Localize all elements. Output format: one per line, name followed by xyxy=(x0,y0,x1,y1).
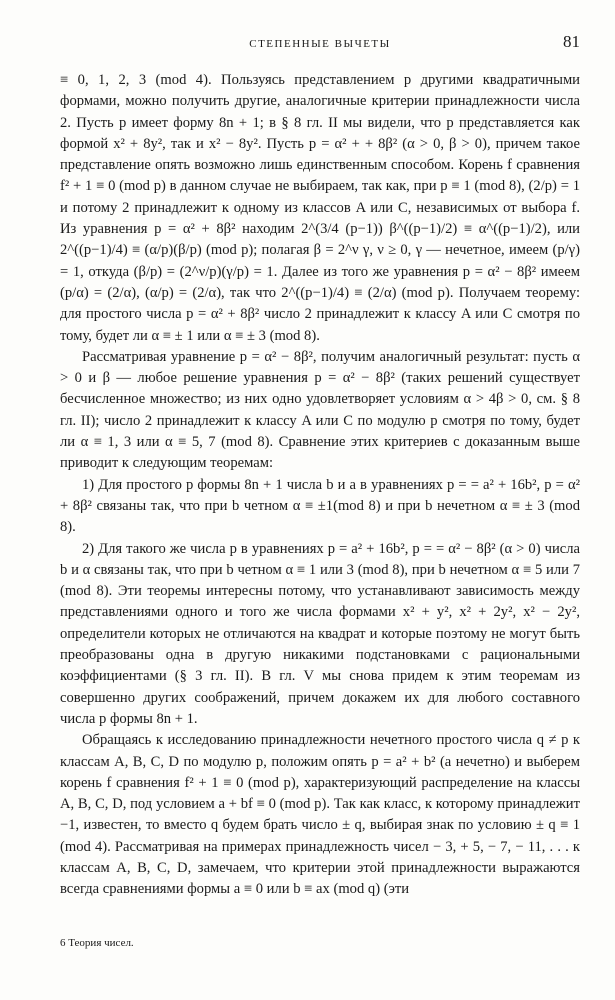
page-body xyxy=(60,70,580,901)
running-title: СТЕПЕННЫЕ ВЫЧЕТЫ xyxy=(249,38,391,50)
page-number: 81 xyxy=(563,32,580,51)
theorem-1: 1) Для простого p формы 8n + 1 числа b и a в уравнениях p = = a² + 16b², p = α² + 8β² связаны так, что при b четном α ≡ ±1(mod 8) и при b нечетном α ≡ ± 3 (mod 8). xyxy=(60,476,580,536)
paragraph: Обращаясь к исследованию принадлежности нечетного простого числа q ≠ p к классам A, B, C, D по модулю p, положим опять p = a² + b² (a нечетно) и выберем корень f сравнения f² + 1 ≡ 0 (mod p), характеризующий распределение на классы A, B, C, D, под условием a + bf ≡ 0 (mod p). Так как класс, к которому принадлежит −1, известен, то вместо q будем брать число ± q, выбирая знак по условию ± q ≡ 1 (mod 4). Рассматривая на примерах принадлежность чисел − 3, + 5, − 7, − 11, . . . к классам A, B, C, D, замечаем, что критерии этой принадлежности выражаются всегда сравнениями формы a ≡ 0 или b ≡ ax (mod q) (эти xyxy=(60,732,580,898)
theorem-2: 2) Для такого же числа p в уравнениях p = a² + 16b², p = = α² − 8β² (α > 0) числа b и α связаны так, что при b четном α ≡ 1 или 3 (mod 8), при b нечетном α ≡ 5 или 7 (mod 8). Эти теоремы интересны потому, что устанавливают зависимость между представлениями одного и того же числа формами x² + y², x² + 2y², x² − 2y², определители которых не отличаются на квадрат и которые поэтому не могут быть преобразованы одна в другую никакими подстановками с рациональными коэффициентами (§ 3 гл. II). В гл. V мы снова придем к этим теоремам из совершенно других соображений, причем докажем их для любого составного числа p формы 8n + 1. xyxy=(60,540,580,727)
page-header xyxy=(60,32,580,54)
paragraph: Рассматривая уравнение p = α² − 8β², получим аналогичный результат: пусть α > 0 и β — любое решение уравнения p = α² − 8β² (таких решений существует бесчисленное множество; из них одно удовлетворяет условиям α > 4β > 0, см. § 8 гл. II); число 2 принадлежит к классу A или C по модулю p смотря по тому, будет ли α ≡ 1, 3 или α ≡ 5, 7 (mod 8). Сравнение этих критериев с доказанным выше приводит к следующим теоремам: xyxy=(60,348,580,472)
footnote-signature: 6 Теория чисел. xyxy=(60,937,134,949)
paragraph: ≡ 0, 1, 2, 3 (mod 4). Пользуясь представлением p другими квадратичными формами, можно получить другие, аналогичные критерии принадлежности числа 2. Пусть p имеет форму 8n + 1; в § 8 гл. II мы видели, что p представляется как формой x² + 8y², так и x² − 8y². Пусть p = α² + + 8β² (α > 0, β > 0), причем такое представление опять возможно лишь единственным способом. Корень f сравнения f² + 1 ≡ 0 (mod p) в данном случае не выбираем, так как, при p ≡ 1 (mod 8), (2/p) = 1 и потому 2 принадлежит к одному из классов A или C, независимых от выбора f. Из уравнения p = α² + 8β² находим 2^(3/4 (p−1)) β^((p−1)/2) ≡ α^((p−1)/2), или 2^((p−1)/4) ≡ (α/p)(β/p) (mod p); полагая β = 2^ν γ, ν ≥ 0, γ — нечетное, имеем (p/γ) = 1, откуда (β/p) = (2^ν/p)(γ/p) = 1. Далее из того же уравнения p = α² − 8β² имеем (p/α) = (2/α), (α/p) = (2/α), так что 2^((p−1)/4) ≡ (2/α) (mod p). Получаем теорему: для простого числа p = α² + 8β² число 2 принадлежит к классу A или C смотря по тому, будет ли α ≡ ± 1 или α ≡ ± 3 (mod 8). xyxy=(60,72,580,344)
